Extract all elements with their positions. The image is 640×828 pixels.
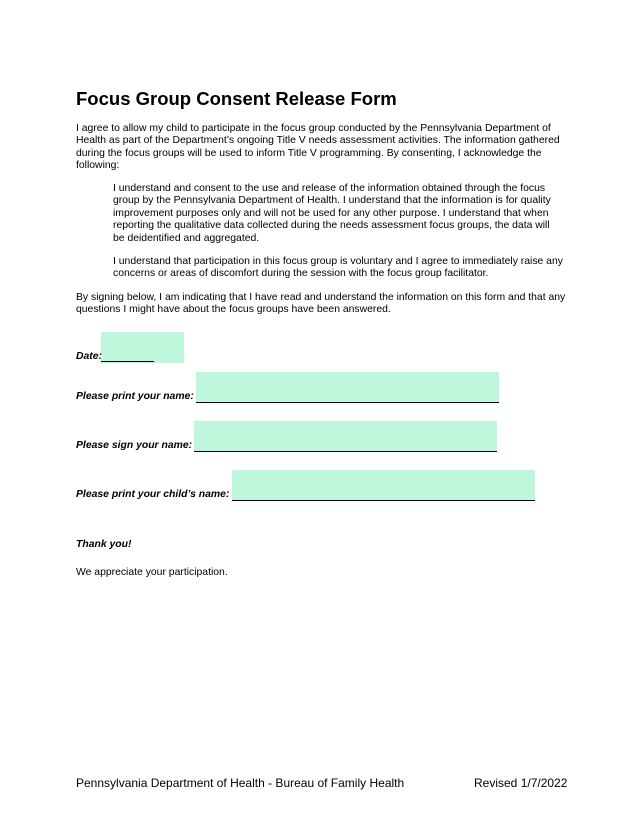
- consent-point-1: I understand and consent to the use and release of the information obtained through the focus group by the Pennsylvania Department of Health. I understand that the information is for quality improvement purposes only and will not be used for any other purpose. I understand that when reporting the qualitative data collected during the needs assessment focus groups, the data will be deidentified and aggregated.: [113, 183, 551, 244]
- page-title: Focus Group Consent Release Form: [76, 88, 397, 109]
- child-name-label: Please print your child’s name:: [76, 489, 230, 500]
- thank-you-text: Thank you!: [76, 539, 132, 550]
- footer-department: Pennsylvania Department of Health - Bureau of Family Health: [76, 776, 405, 790]
- signature-field[interactable]: [194, 421, 497, 452]
- print-name-label: Please print your name:: [76, 391, 194, 402]
- signing-statement: By signing below, I am indicating that I have read and understand the information on this form and that any questions I might have about the focus groups have been answered.: [76, 292, 566, 316]
- date-underline: [101, 361, 154, 362]
- date-field[interactable]: [101, 332, 184, 363]
- intro-paragraph: I agree to allow my child to participate in the focus group conducted by the Pennsylvania Department of Health as part of the Department’s ongoing Title V needs assessment activities. The information gathered during the focus groups will be used to inform Title V programming. By consenting, I acknowledge the following:: [76, 123, 560, 172]
- footer-revised-date: Revised 1/7/2022: [474, 776, 568, 790]
- consent-point-2: I understand that participation in this focus group is voluntary and I agree to immediately raise any concerns or areas of discomfort during the session with the focus group facilitator.: [113, 256, 563, 280]
- print-name-field[interactable]: [196, 372, 499, 403]
- date-label: Date:: [76, 351, 102, 362]
- appreciation-text: We appreciate your participation.: [76, 567, 228, 578]
- child-name-field[interactable]: [232, 470, 535, 501]
- sign-name-label: Please sign your name:: [76, 440, 193, 451]
